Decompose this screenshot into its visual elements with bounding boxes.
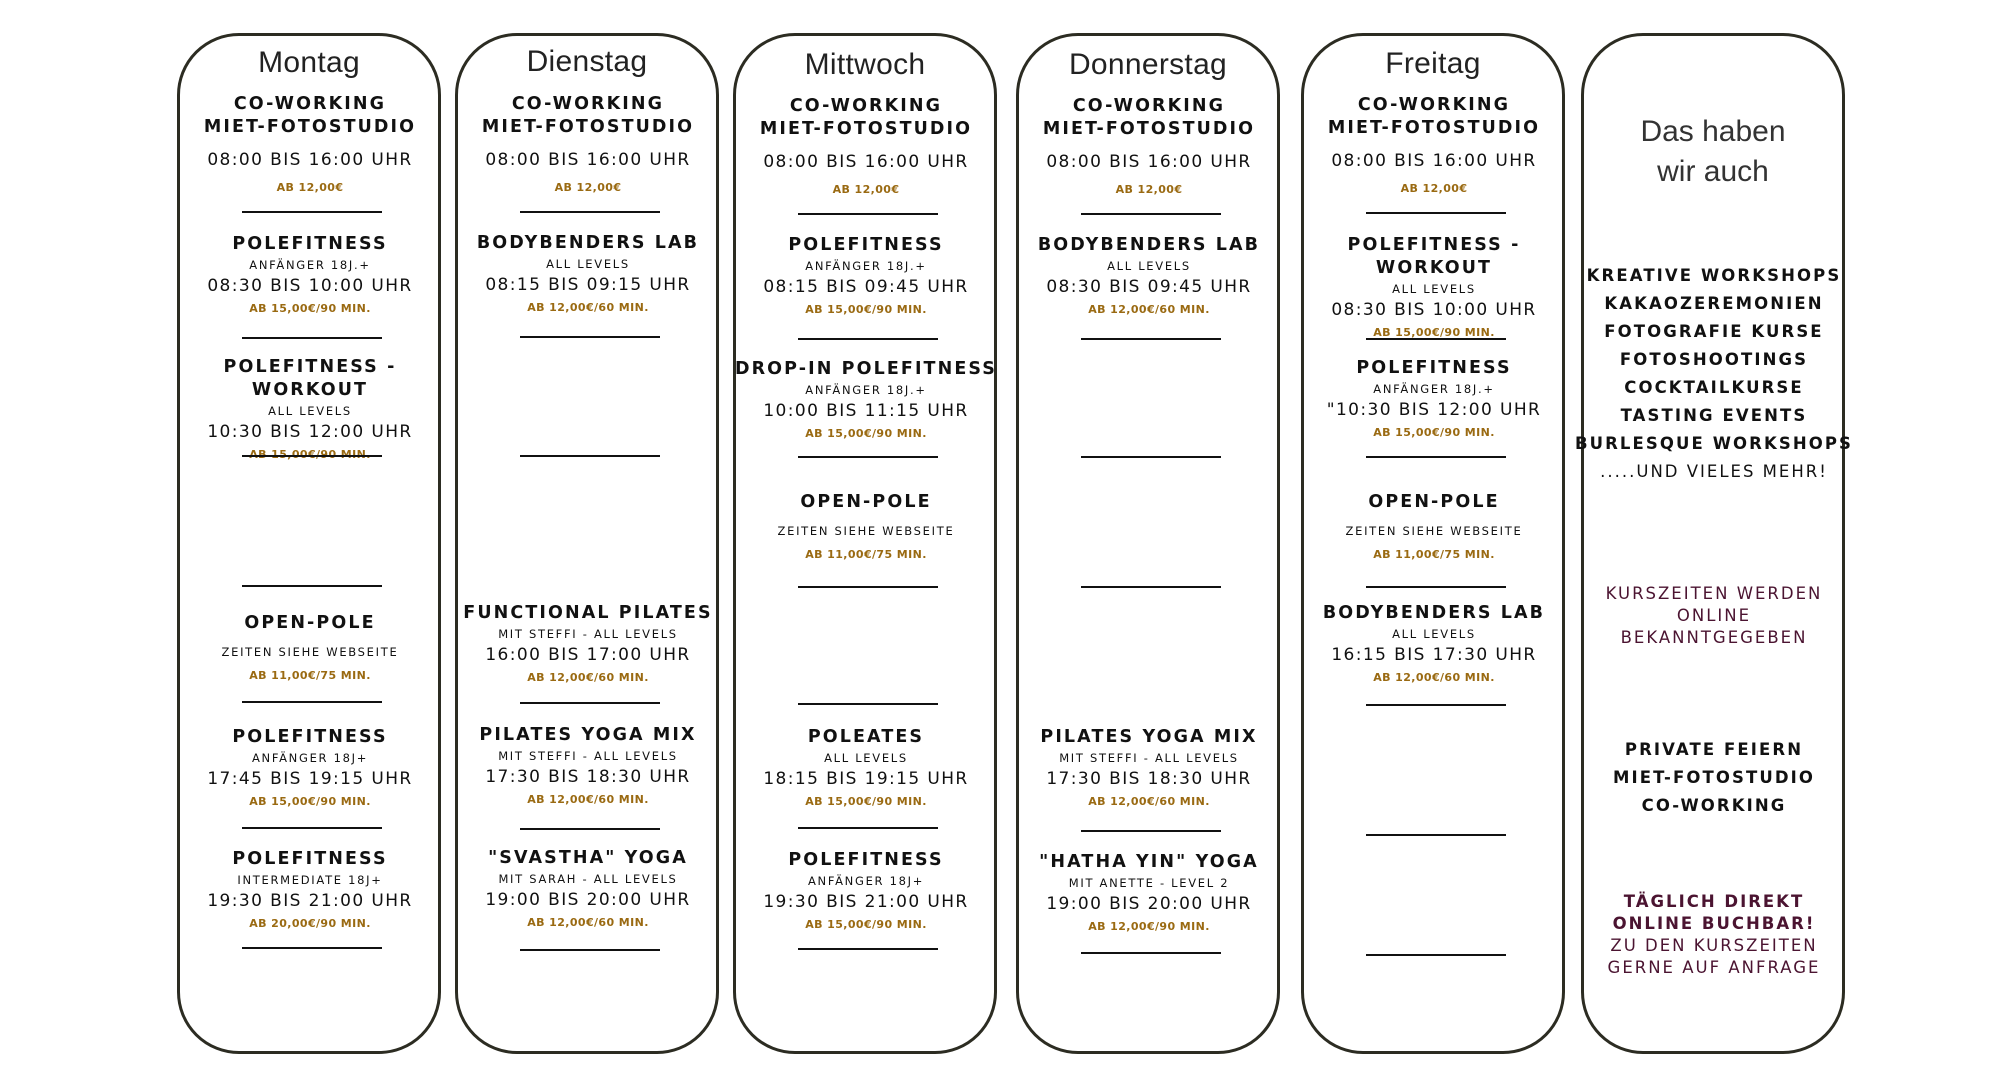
class-time: 17:45 BIS 19:15 UHR	[207, 769, 413, 789]
offer-item: FOTOGRAFIE KURSE	[1604, 322, 1824, 341]
class-title: CO-WORKING	[511, 94, 665, 114]
class-block	[1009, 234, 1289, 316]
divider	[520, 828, 660, 830]
class-level: MIT STEFFI - ALL LEVELS	[498, 627, 678, 641]
class-title: PILATES YOGA MIX	[1040, 727, 1258, 747]
class-block	[448, 232, 728, 314]
day-title: Dienstag	[526, 45, 648, 78]
day-title: Montag	[258, 46, 360, 79]
booking-note	[1574, 891, 1854, 979]
divider	[242, 455, 382, 457]
divider	[242, 701, 382, 703]
class-title: BODYBENDERS LAB	[1322, 603, 1546, 623]
class-price: AB 20,00€/90 MIN.	[249, 917, 371, 930]
class-level: ALL LEVELS	[824, 751, 908, 765]
divider	[242, 337, 382, 339]
class-price: AB 12,00€/60 MIN.	[527, 301, 649, 314]
booking-line: ONLINE BUCHBAR!	[1612, 914, 1816, 933]
class-price: AB 11,00€/75 MIN.	[1373, 548, 1495, 561]
extras-column	[1574, 33, 1854, 1054]
divider	[798, 213, 938, 215]
divider	[1081, 456, 1221, 458]
class-price: AB 15,00€/90 MIN.	[249, 448, 371, 461]
class-price: AB 12,00€	[1400, 182, 1468, 195]
class-block	[726, 726, 1006, 808]
class-title-2: MIET-FOTOSTUDIO	[203, 117, 417, 137]
booking-line: TÄGLICH DIREKT	[1623, 892, 1805, 911]
class-time: 08:15 BIS 09:45 UHR	[763, 277, 969, 297]
class-price: AB 12,00€	[1115, 183, 1183, 196]
class-price: AB 12,00€/60 MIN.	[527, 916, 649, 929]
class-time: 16:00 BIS 17:00 UHR	[485, 645, 691, 665]
private-item: CO-WORKING	[1641, 796, 1787, 815]
class-level: MIT SARAH - ALL LEVELS	[498, 872, 678, 886]
divider	[520, 455, 660, 457]
class-block-open-pole	[1294, 491, 1574, 561]
offer-item: KREATIVE WORKSHOPS	[1586, 266, 1842, 285]
class-time: 18:15 BIS 19:15 UHR	[763, 769, 969, 789]
offer-item: KAKAOZEREMONIEN	[1604, 294, 1824, 313]
class-price: AB 12,00€/60 MIN.	[1373, 671, 1495, 684]
day-column-montag	[177, 33, 441, 1054]
class-price: AB 12,00€/60 MIN.	[527, 671, 649, 684]
schedule-note-line: KURSZEITEN WERDEN	[1605, 584, 1823, 603]
divider	[1366, 954, 1506, 956]
class-block-coworking	[448, 93, 728, 194]
private-list	[1574, 736, 1854, 820]
class-level: ALL LEVELS	[546, 257, 630, 271]
class-level: ANFÄNGER 18J.+	[805, 383, 927, 397]
offer-item: BURLESQUE WORKSHOPS	[1574, 434, 1854, 453]
class-title-2: MIET-FOTOSTUDIO	[1042, 119, 1256, 139]
class-title-2: MIET-FOTOSTUDIO	[481, 117, 695, 137]
class-block	[1294, 357, 1574, 439]
class-time: "10:30 BIS 12:00 UHR	[1326, 400, 1542, 420]
class-title: OPEN-POLE	[1368, 492, 1500, 512]
class-level: MIT STEFFI - ALL LEVELS	[1059, 751, 1239, 765]
divider	[1081, 830, 1221, 832]
class-level: ALL LEVELS	[1107, 259, 1191, 273]
class-price: AB 12,00€/60 MIN.	[1088, 795, 1210, 808]
class-block	[726, 849, 1006, 931]
class-price: AB 11,00€/75 MIN.	[249, 669, 371, 682]
private-item: MIET-FOTOSTUDIO	[1613, 768, 1815, 787]
divider	[1366, 338, 1506, 340]
divider	[798, 703, 938, 705]
class-title: POLEFITNESS - WORKOUT	[1347, 235, 1521, 278]
class-title: POLEFITNESS	[232, 727, 388, 747]
class-price: AB 12,00€/60 MIN.	[527, 793, 649, 806]
class-time: 17:30 BIS 18:30 UHR	[1046, 769, 1252, 789]
class-time: 08:15 BIS 09:15 UHR	[485, 275, 691, 295]
divider	[520, 949, 660, 951]
class-level: ALL LEVELS	[1392, 627, 1476, 641]
class-price: AB 12,00€/60 MIN.	[1088, 303, 1210, 316]
class-level: ANFÄNGER 18J.+	[1373, 382, 1495, 396]
class-title: POLEFITNESS - WORKOUT	[223, 357, 397, 400]
class-time: 08:00 BIS 16:00 UHR	[485, 150, 691, 170]
divider	[1081, 952, 1221, 954]
divider	[798, 827, 938, 829]
class-time: 17:30 BIS 18:30 UHR	[485, 767, 691, 787]
class-time: 19:30 BIS 21:00 UHR	[207, 891, 413, 911]
divider	[1366, 704, 1506, 706]
offer-item: FOTOSHOOTINGS	[1619, 350, 1809, 369]
offer-item: TASTING EVENTS	[1620, 406, 1808, 425]
class-block	[170, 848, 450, 930]
divider	[798, 338, 938, 340]
class-price: AB 15,00€/90 MIN.	[805, 427, 927, 440]
divider	[1081, 586, 1221, 588]
class-title: POLEFITNESS	[1356, 358, 1512, 378]
class-level: ALL LEVELS	[1392, 282, 1476, 296]
schedule-note-line: ONLINE	[1676, 606, 1752, 625]
class-title: "HATHA YIN" YOGA	[1039, 852, 1259, 872]
offer-list	[1574, 262, 1854, 486]
class-block	[448, 724, 728, 806]
class-info: ZEITEN SIEHE WEBSEITE	[1345, 524, 1523, 538]
class-level: ANFÄNGER 18J+	[251, 751, 369, 765]
class-title: BODYBENDERS LAB	[476, 233, 700, 253]
divider	[520, 336, 660, 338]
class-level: INTERMEDIATE 18J+	[237, 873, 383, 887]
divider	[1081, 213, 1221, 215]
class-price: AB 15,00€/90 MIN.	[1373, 426, 1495, 439]
divider	[798, 948, 938, 950]
day-column-mittwoch	[733, 33, 997, 1054]
day-column-donnerstag	[1016, 33, 1280, 1054]
class-time: 10:00 BIS 11:15 UHR	[763, 401, 969, 421]
class-time: 08:30 BIS 10:00 UHR	[1331, 300, 1537, 320]
schedule-note-line: BEKANNTGEGEBEN	[1620, 628, 1808, 647]
class-time: 08:00 BIS 16:00 UHR	[763, 152, 969, 172]
class-price: AB 15,00€/90 MIN.	[805, 303, 927, 316]
class-time: 08:30 BIS 09:45 UHR	[1046, 277, 1252, 297]
class-level: ALL LEVELS	[268, 404, 352, 418]
class-time: 19:00 BIS 20:00 UHR	[485, 890, 691, 910]
class-price: AB 15,00€/90 MIN.	[805, 795, 927, 808]
class-block-coworking	[170, 93, 450, 194]
class-title: OPEN-POLE	[800, 492, 932, 512]
offer-item: COCKTAILKURSE	[1624, 378, 1804, 397]
class-title: CO-WORKING	[1357, 95, 1511, 115]
class-block	[170, 233, 450, 315]
day-title: Freitag	[1385, 47, 1481, 80]
class-time: 08:00 BIS 16:00 UHR	[207, 150, 413, 170]
class-block	[726, 358, 1006, 440]
class-block	[1009, 851, 1289, 933]
class-block	[1009, 726, 1289, 808]
class-block	[726, 234, 1006, 316]
class-price: AB 12,00€/90 MIN.	[1088, 920, 1210, 933]
class-price: AB 15,00€/90 MIN.	[1373, 326, 1495, 339]
day-column-freitag	[1301, 33, 1565, 1054]
class-title: CO-WORKING	[233, 94, 387, 114]
booking-line: GERNE AUF ANFRAGE	[1607, 958, 1821, 977]
class-title: POLEFITNESS	[232, 849, 388, 869]
divider	[242, 827, 382, 829]
divider	[1366, 586, 1506, 588]
class-block-coworking	[1009, 95, 1289, 196]
class-block-coworking	[1294, 94, 1574, 195]
class-info: ZEITEN SIEHE WEBSEITE	[777, 524, 955, 538]
class-price: AB 12,00€	[276, 181, 344, 194]
class-time: 19:00 BIS 20:00 UHR	[1046, 894, 1252, 914]
divider	[242, 211, 382, 213]
class-title-2: MIET-FOTOSTUDIO	[1327, 118, 1541, 138]
divider	[798, 456, 938, 458]
class-title: POLEFITNESS	[232, 234, 388, 254]
schedule-note	[1574, 583, 1854, 649]
class-block	[1294, 602, 1574, 684]
day-title: Donnerstag	[1068, 48, 1228, 81]
booking-line: ZU DEN KURSZEITEN	[1610, 936, 1818, 955]
class-title-2: MIET-FOTOSTUDIO	[759, 119, 973, 139]
divider	[520, 211, 660, 213]
divider	[1366, 456, 1506, 458]
class-block	[170, 356, 450, 461]
class-time: 08:00 BIS 16:00 UHR	[1331, 151, 1537, 171]
class-price: AB 12,00€	[832, 183, 900, 196]
divider	[520, 702, 660, 704]
divider	[242, 947, 382, 949]
offer-more: .....UND VIELES MEHR!	[1600, 462, 1828, 481]
class-level: MIT STEFFI - ALL LEVELS	[498, 749, 678, 763]
class-block	[448, 602, 728, 684]
divider	[798, 586, 938, 588]
day-title: Mittwoch	[804, 48, 926, 81]
class-time: 19:30 BIS 21:00 UHR	[763, 892, 969, 912]
class-title: BODYBENDERS LAB	[1037, 235, 1261, 255]
class-price: AB 12,00€	[554, 181, 622, 194]
extras-title-line: Das haben	[1640, 115, 1786, 148]
divider	[1366, 834, 1506, 836]
class-block	[1294, 234, 1574, 339]
class-time: 16:15 BIS 17:30 UHR	[1331, 645, 1537, 665]
class-info: ZEITEN SIEHE WEBSEITE	[221, 645, 399, 659]
private-item: PRIVATE FEIERN	[1624, 740, 1804, 759]
class-title: OPEN-POLE	[244, 613, 376, 633]
class-block-open-pole	[170, 612, 450, 682]
class-level: ANFÄNGER 18J+	[807, 874, 925, 888]
divider	[1081, 338, 1221, 340]
class-block	[448, 847, 728, 929]
class-block	[170, 726, 450, 808]
class-level: ANFÄNGER 18J.+	[805, 259, 927, 273]
class-block-coworking	[726, 95, 1006, 196]
class-price: AB 15,00€/90 MIN.	[805, 918, 927, 931]
class-level: ANFÄNGER 18J.+	[249, 258, 371, 272]
class-title: POLEFITNESS	[788, 850, 944, 870]
class-block-open-pole	[726, 491, 1006, 561]
class-title: FUNCTIONAL PILATES	[463, 603, 713, 623]
class-title: DROP-IN POLEFITNESS	[734, 359, 998, 379]
class-time: 08:00 BIS 16:00 UHR	[1046, 152, 1252, 172]
class-time: 10:30 BIS 12:00 UHR	[207, 422, 413, 442]
class-price: AB 15,00€/90 MIN.	[249, 302, 371, 315]
class-title: PILATES YOGA MIX	[479, 725, 697, 745]
class-title: POLEFITNESS	[788, 235, 944, 255]
class-level: MIT ANETTE - LEVEL 2	[1068, 876, 1230, 890]
class-price: AB 11,00€/75 MIN.	[805, 548, 927, 561]
extras-title	[1584, 112, 1842, 192]
class-title: POLEATES	[807, 727, 925, 747]
class-time: 08:30 BIS 10:00 UHR	[207, 276, 413, 296]
class-title: CO-WORKING	[789, 96, 943, 116]
divider	[242, 585, 382, 587]
day-column-dienstag	[455, 33, 719, 1054]
class-title: CO-WORKING	[1072, 96, 1226, 116]
class-price: AB 15,00€/90 MIN.	[249, 795, 371, 808]
extras-title-line: wir auch	[1657, 155, 1769, 188]
class-title: "SVASTHA" YOGA	[488, 848, 688, 868]
divider	[1366, 212, 1506, 214]
